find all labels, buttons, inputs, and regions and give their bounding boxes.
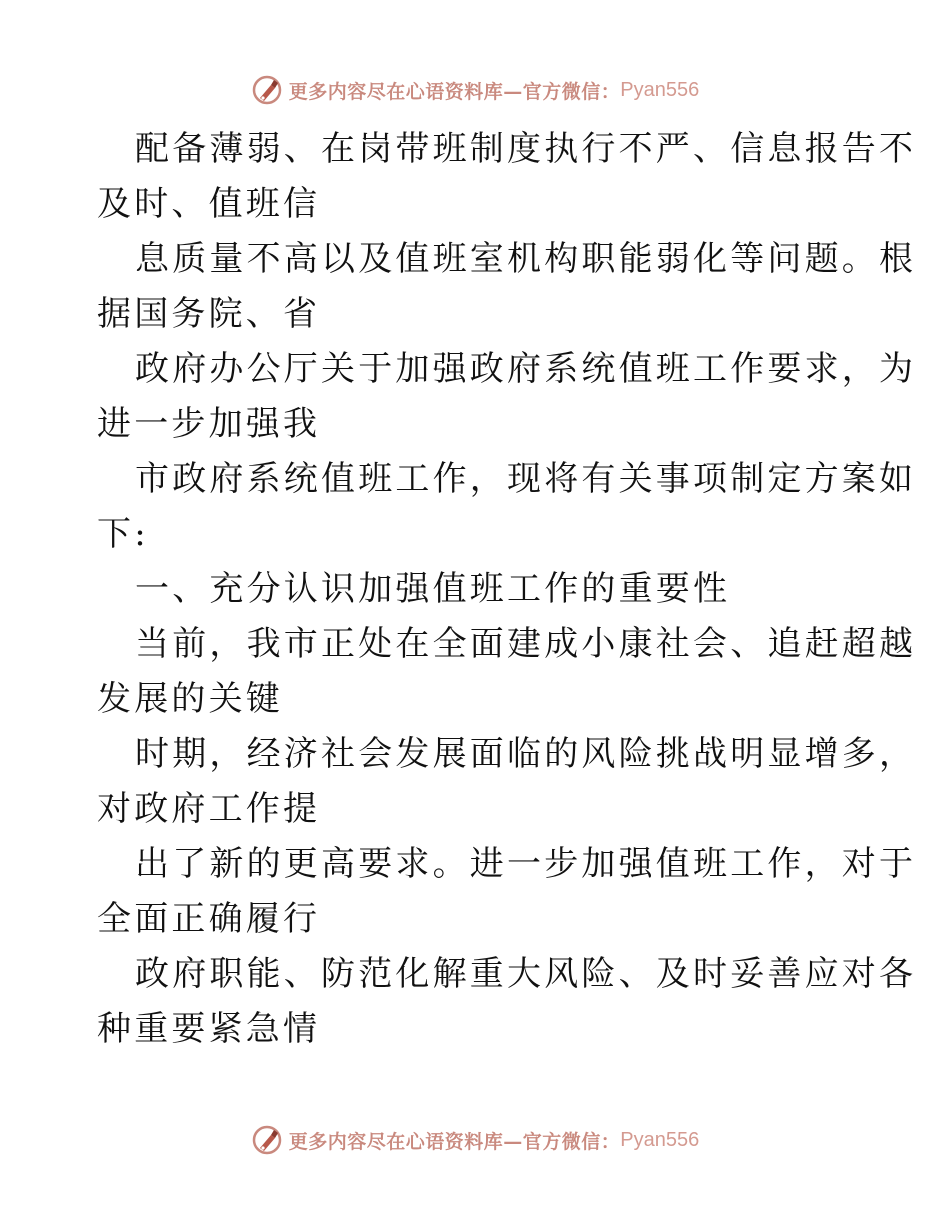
text-line: 时期，经济社会发展面临的风险挑战明显增多，	[135, 734, 917, 774]
text-line: 当前，我市正处在全面建成小康社会、追赶超越	[135, 624, 917, 664]
text-line: 市政府系统值班工作，现将有关事项制定方案如	[135, 459, 917, 499]
text-line: 下:	[97, 514, 149, 554]
fountain-pen-icon	[251, 1124, 283, 1156]
watermark-text: 更多内容尽在心语资料库—官方微信：	[288, 80, 621, 103]
document-body	[97, 122, 917, 1057]
text-line: 种重要紧急情	[97, 1009, 321, 1049]
header-watermark-banner	[0, 70, 950, 110]
text-line: 发展的关键	[97, 679, 283, 719]
text-line: 进一步加强我	[97, 404, 321, 444]
text-line: 全面正确履行	[97, 899, 321, 939]
text-line: 一、充分认识加强值班工作的重要性	[135, 569, 731, 609]
footer-watermark-banner	[0, 1120, 950, 1160]
text-line: 配备薄弱、在岗带班制度执行不严、信息报告不	[135, 129, 917, 169]
text-line: 出了新的更高要求。进一步加强值班工作，对于	[135, 844, 917, 884]
text-line: 对政府工作提	[97, 789, 321, 829]
watermark-text: 更多内容尽在心语资料库—官方微信：	[288, 1130, 621, 1153]
watermark-wechat-id: Pyan556	[620, 1128, 700, 1151]
text-line: 政府办公厅关于加强政府系统值班工作要求，为	[135, 349, 917, 389]
text-line: 政府职能、防范化解重大风险、及时妥善应对各	[135, 954, 917, 994]
fountain-pen-icon	[251, 74, 283, 106]
text-line: 息质量不高以及值班室机构职能弱化等问题。根	[135, 239, 917, 279]
text-line: 据国务院、省	[97, 294, 321, 334]
watermark-wechat-id: Pyan556	[620, 78, 700, 101]
text-line: 及时、值班信	[97, 184, 321, 224]
